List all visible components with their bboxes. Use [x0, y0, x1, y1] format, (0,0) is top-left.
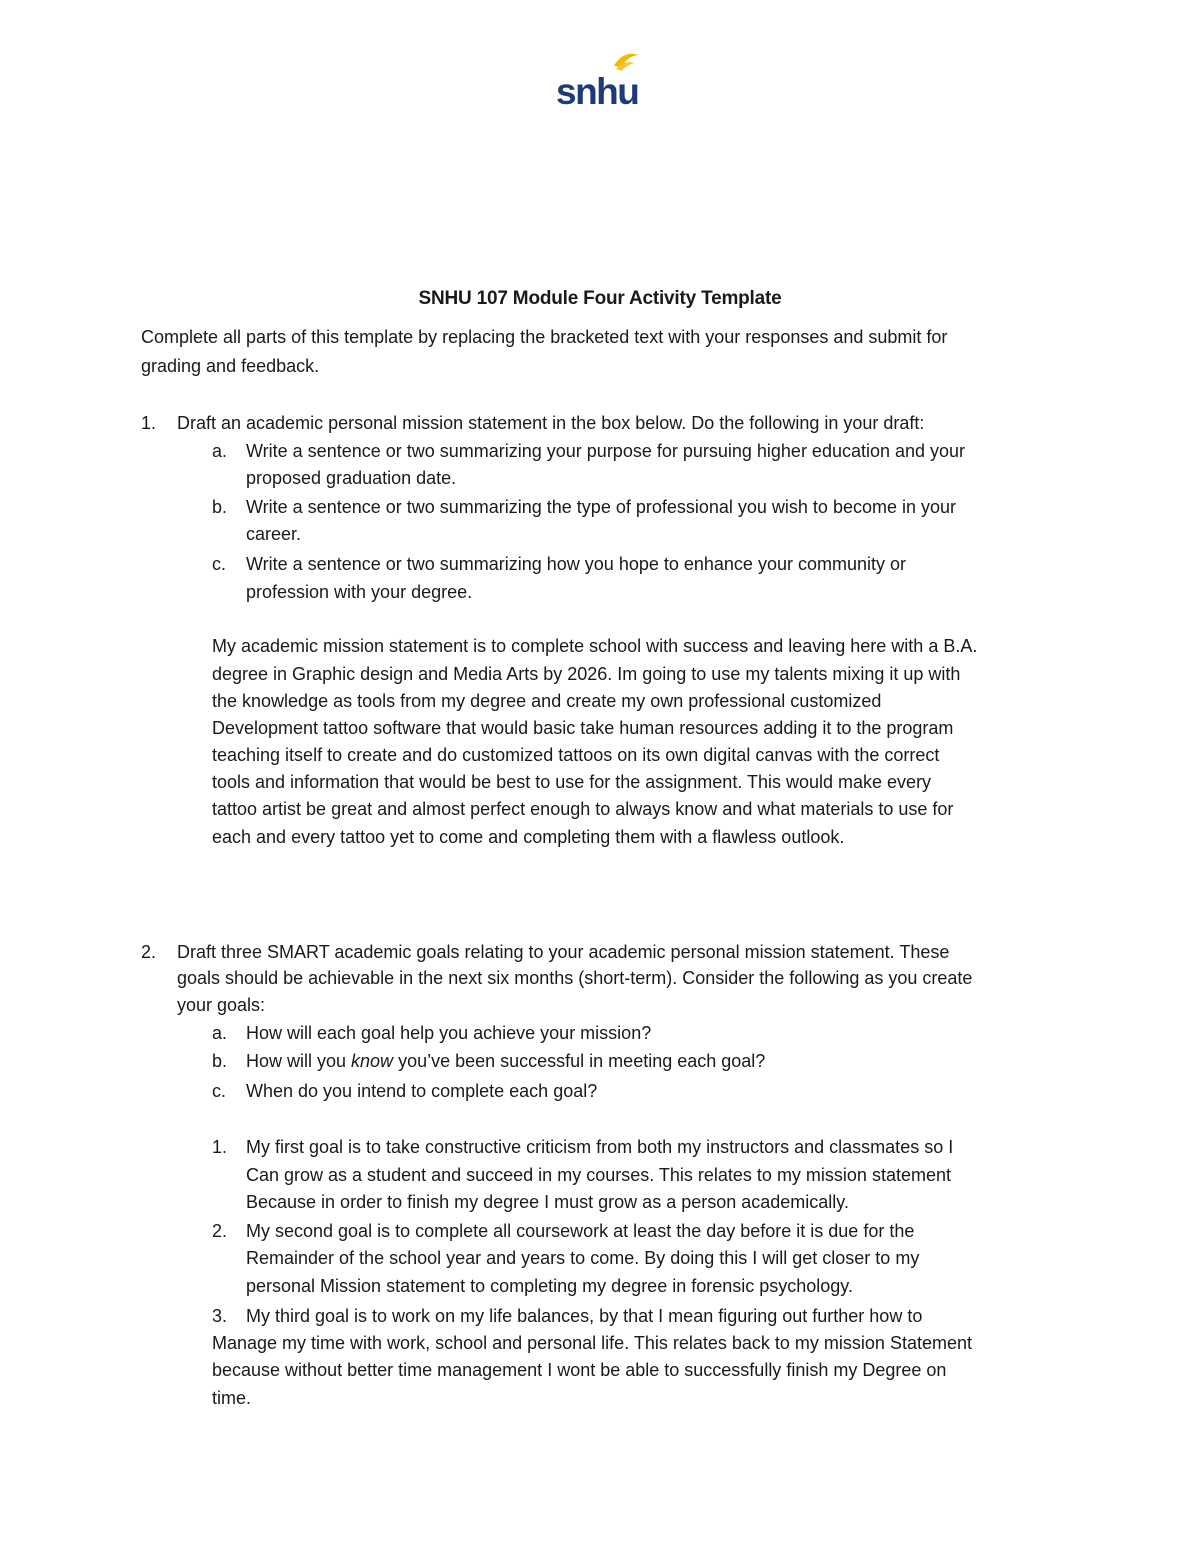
- q1-item-c-line-1: Write a sentence or two summarizing how you hope to enhance your community or: [246, 554, 906, 574]
- q1-answer-line-7: tattoo artist be great and almost perfect enough to always know and what materials to use for: [212, 799, 954, 819]
- q2-line-3: your goals:: [177, 995, 266, 1015]
- q2-item-b-pre: How will you: [246, 1051, 352, 1071]
- document-title: SNHU 107 Module Four Activity Template: [418, 288, 782, 309]
- goal-2-marker: 2.: [212, 1221, 228, 1241]
- q1-item-a-line-2: proposed graduation date.: [246, 468, 457, 488]
- goal-2-line-1: My second goal is to complete all coursework at least the day before it is due for the: [246, 1221, 915, 1241]
- goal-2-line-2: Remainder of the school year and years to come. By doing this I will get closer to my: [246, 1248, 920, 1268]
- intro-line-2: grading and feedback.: [141, 356, 320, 376]
- goal-3-line-2: Manage my time with work, school and personal life. This relates back to my mission Statement: [212, 1333, 972, 1353]
- q1-item-a-line-1: Write a sentence or two summarizing your purpose for pursuing higher education and your: [246, 441, 966, 461]
- q2-item-c-text: When do you intend to complete each goal?: [246, 1081, 598, 1101]
- q2-line-2: goals should be achievable in the next six months (short-term). Consider the following as you create: [177, 968, 973, 988]
- q1-answer-line-2: degree in Graphic design and Media Arts by 2026. Im going to use my talents mixing it up with: [212, 664, 961, 684]
- q2-item-c-marker: c.: [212, 1081, 227, 1101]
- q1-item-b-marker: b.: [212, 497, 228, 517]
- goal-1-line-1: My first goal is to take constructive criticism from both my instructors and classmates so I: [246, 1137, 954, 1157]
- q2-item-b-text: [246, 1050, 765, 1072]
- q1-answer-line-4: Development tattoo software that would basic take human resources adding it to the program: [212, 718, 954, 738]
- intro-line-1: Complete all parts of this template by replacing the bracketed text with your responses and submit for: [141, 327, 948, 347]
- goal-2-line-3: personal Mission statement to completing my degree in forensic psychology.: [246, 1276, 853, 1296]
- q2-item-b-post: you’ve been successful in meeting each goal?: [393, 1051, 766, 1071]
- goal-1-line-3: Because in order to finish my degree I must grow as a person academically.: [246, 1192, 849, 1212]
- q2-item-a-text: How will each goal help you achieve your mission?: [246, 1023, 652, 1043]
- q1-item-c-marker: c.: [212, 554, 227, 574]
- q1-answer-line-3: the knowledge as tools from my degree and create my own professional customized: [212, 691, 882, 711]
- goal-3-line-1: My third goal is to work on my life balances, by that I mean figuring out further how to: [246, 1306, 923, 1326]
- q2-item-a-marker: a.: [212, 1023, 228, 1043]
- q2-item-b-marker: b.: [212, 1051, 228, 1071]
- q1-item-c-line-2: profession with your degree.: [246, 582, 473, 602]
- q2-line-1: Draft three SMART academic goals relating to your academic personal mission statement. These: [177, 942, 950, 962]
- q1-item-b-line-1: Write a sentence or two summarizing the type of professional you wish to become in your: [246, 497, 957, 517]
- q1-item-a-marker: a.: [212, 441, 228, 461]
- goal-1-line-2: Can grow as a student and succeed in my courses. This relates to my mission statement: [246, 1165, 951, 1185]
- q1-answer-line-8: each and every tattoo yet to come and completing them with a flawless outlook.: [212, 827, 845, 847]
- goal-3-line-3: because without better time management I wont be able to successfully finish my Degree on: [212, 1360, 947, 1380]
- goal-3-marker: 3.: [212, 1306, 228, 1326]
- snhu-logo-mark: [556, 52, 640, 110]
- q2-item-b-emphasis: know: [351, 1051, 394, 1071]
- q1-answer-line-1: My academic mission statement is to complete school with success and leaving here with a B.A.: [212, 636, 978, 656]
- snhu-logo: [556, 52, 640, 110]
- goal-3-line-4: time.: [212, 1388, 252, 1408]
- goal-1-marker: 1.: [212, 1137, 228, 1157]
- q1-number: 1.: [141, 413, 157, 433]
- q1-text: Draft an academic personal mission statement in the box below. Do the following in your draft:: [177, 413, 925, 433]
- q1-answer-line-6: tools and information that would be best to use for the assignment. This would make every: [212, 772, 932, 792]
- q1-answer-line-5: teaching itself to create and do customized tattoos on its own digital canvas with the correct: [212, 745, 940, 765]
- logo-text: snhu: [556, 71, 639, 110]
- q2-number: 2.: [141, 942, 157, 962]
- q1-item-b-line-2: career.: [246, 524, 302, 544]
